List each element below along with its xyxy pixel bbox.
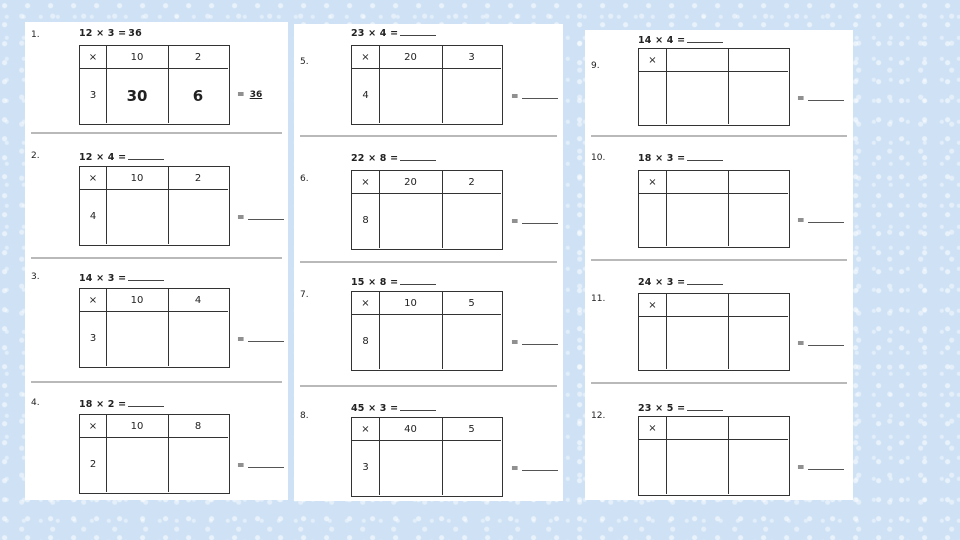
expression-text: 14 × 3 = (79, 273, 127, 284)
result-equals: = (797, 94, 805, 104)
problem-expression (638, 401, 723, 414)
problem-expression (638, 151, 723, 164)
table-header-cell: 20 (404, 176, 417, 188)
result-equals: = (237, 461, 245, 471)
table-answer-cell[interactable] (379, 314, 442, 369)
table-header-cell: 10 (130, 294, 144, 306)
result-line (511, 215, 558, 227)
result-blank[interactable] (808, 337, 844, 346)
expression-text: 23 × 4 = (351, 28, 399, 39)
grid-method-table (351, 291, 503, 371)
answer-blank[interactable] (687, 401, 723, 411)
result-blank[interactable] (522, 90, 558, 99)
table-answer-cell[interactable] (379, 68, 442, 123)
table-header-cell (666, 417, 728, 439)
problem-number: 6. (300, 174, 309, 184)
table-row-label: 8 (362, 215, 369, 226)
table-header-cell: 10 (404, 297, 417, 309)
problem-expression (79, 28, 142, 39)
answer-blank[interactable] (400, 26, 436, 36)
table-row-label: 4 (89, 211, 97, 222)
table-answer-cell[interactable] (728, 316, 788, 369)
problem-number: 8. (300, 411, 309, 421)
result-equals: = (797, 463, 805, 473)
table-answer-cell[interactable]: 6 (192, 86, 204, 105)
section-divider (300, 261, 557, 263)
expression-text: 18 × 2 = (79, 399, 127, 410)
expression-text: 23 × 5 = (638, 403, 686, 414)
table-header-cell: × (648, 54, 657, 66)
table-row-label (639, 439, 666, 494)
problem-expression (638, 275, 723, 288)
table-header-cell: 10 (130, 172, 144, 184)
table-header-cell: 5 (468, 423, 475, 435)
table-answer-cell[interactable] (442, 440, 501, 495)
table-answer-cell[interactable] (666, 193, 728, 246)
grid-method-table (79, 288, 230, 368)
table-row-label (639, 316, 666, 369)
result-equals: = (237, 335, 245, 345)
section-divider (300, 385, 557, 387)
table-header-cell: 20 (404, 51, 417, 63)
table-header-cell: × (361, 176, 370, 188)
table-answer-cell[interactable] (379, 193, 442, 248)
table-answer-cell[interactable] (168, 189, 228, 244)
result-line (797, 214, 844, 226)
table-header-cell: 8 (194, 420, 202, 432)
table-answer-cell[interactable] (442, 193, 501, 248)
table-row-label: 3 (362, 462, 369, 473)
result-line (797, 337, 844, 349)
grid-method-table (638, 416, 790, 496)
answer-blank[interactable] (400, 275, 436, 285)
problem-number: 4. (31, 398, 40, 408)
table-answer-cell[interactable] (106, 437, 168, 492)
section-divider (31, 257, 282, 259)
table-header-cell (666, 294, 728, 316)
problem-expression (351, 26, 436, 39)
answer-blank[interactable] (128, 397, 164, 407)
table-header-cell: × (88, 172, 98, 184)
problem-number: 10. (591, 153, 606, 163)
table-header-cell: × (361, 51, 370, 63)
table-header-cell: 2 (194, 172, 202, 184)
problem-expression (79, 150, 164, 163)
table-header-cell (728, 294, 788, 316)
result-line (797, 92, 844, 104)
table-header-cell: 4 (194, 294, 202, 306)
table-header-cell: × (648, 299, 657, 311)
section-divider (591, 382, 847, 384)
answer-blank[interactable] (687, 33, 723, 43)
table-answer-cell[interactable] (666, 316, 728, 369)
grid-method-table (79, 166, 230, 246)
problem-number: 12. (591, 411, 606, 421)
table-header-cell: 2 (468, 176, 475, 188)
table-header-cell (666, 49, 728, 71)
table-header-cell: 5 (468, 297, 475, 309)
answer-blank[interactable] (400, 401, 436, 411)
expression-text: 45 × 3 = (351, 403, 399, 414)
expression-answer: 36 (128, 28, 142, 39)
section-divider (31, 381, 282, 383)
problem-expression (351, 275, 436, 288)
expression-text: 15 × 8 = (351, 277, 399, 288)
grid-method-table (351, 170, 503, 250)
result-blank[interactable] (808, 461, 844, 470)
result-equals: = (511, 338, 519, 348)
table-answer-cell[interactable] (666, 439, 728, 494)
table-header-cell (728, 171, 788, 193)
answer-blank[interactable] (687, 275, 723, 285)
table-row-label (639, 71, 666, 124)
problem-number: 9. (591, 61, 600, 71)
table-header-cell: 40 (404, 423, 417, 435)
problem-number: 2. (31, 151, 40, 161)
table-header-cell: 10 (130, 51, 144, 63)
result-blank[interactable] (808, 214, 844, 223)
table-answer-cell[interactable] (168, 437, 228, 492)
result-blank[interactable] (248, 459, 284, 468)
table-answer-cell[interactable] (728, 71, 788, 124)
grid-method-table (351, 417, 503, 497)
table-header-cell: × (88, 51, 98, 63)
result-line (237, 211, 284, 223)
table-answer-cell[interactable] (379, 440, 442, 495)
table-header-cell: × (88, 294, 98, 306)
result-equals: = (511, 92, 519, 102)
result-equals: = (237, 90, 248, 100)
expression-text: 14 × 4 = (638, 35, 686, 46)
result-blank[interactable] (522, 215, 558, 224)
table-answer-cell[interactable] (728, 439, 788, 494)
result-line (237, 333, 284, 345)
table-answer-cell[interactable] (442, 314, 501, 369)
result-equals: = (237, 213, 245, 223)
expression-text: 12 × 3 = (79, 28, 127, 39)
answer-blank[interactable] (687, 151, 723, 161)
table-row-label: 8 (362, 336, 369, 347)
problem-number: 11. (591, 294, 606, 304)
table-header-cell: × (88, 420, 98, 432)
table-row-label (639, 193, 666, 246)
result-line (511, 462, 558, 474)
table-answer-cell[interactable] (106, 189, 168, 244)
table-header-cell: × (361, 423, 370, 435)
result-blank[interactable] (248, 333, 284, 342)
problem-expression (79, 271, 164, 284)
result-line (237, 459, 284, 471)
grid-method-table (638, 293, 790, 371)
problem-expression (638, 33, 723, 46)
table-header-cell (666, 171, 728, 193)
table-row-label: 3 (89, 333, 97, 344)
table-header-cell: 3 (468, 51, 475, 63)
problem-number: 5. (300, 57, 309, 67)
result-equals: = (797, 216, 805, 226)
answer-blank[interactable] (128, 150, 164, 160)
result-blank[interactable] (808, 92, 844, 101)
table-row-label: 3 (89, 90, 97, 101)
problem-number: 1. (31, 30, 40, 40)
result-equals: = (511, 464, 519, 474)
result-blank[interactable] (522, 462, 558, 471)
table-header-cell (728, 417, 788, 439)
table-answer-cell[interactable] (442, 68, 501, 123)
answer-blank[interactable] (128, 271, 164, 281)
table-answer-cell[interactable] (106, 311, 168, 366)
result-line (511, 90, 558, 102)
table-answer-cell[interactable]: 30 (126, 86, 148, 105)
result-equals: = (511, 217, 519, 227)
table-row-label: 2 (89, 459, 97, 470)
result-line (511, 336, 558, 348)
section-divider (591, 135, 847, 137)
table-header-cell (728, 49, 788, 71)
expression-text: 24 × 3 = (638, 277, 686, 288)
problem-number: 3. (31, 272, 40, 282)
table-answer-cell[interactable] (666, 71, 728, 124)
table-header-cell: × (361, 297, 370, 309)
expression-text: 22 × 8 = (351, 153, 399, 164)
result-blank[interactable] (522, 336, 558, 345)
result-equals: = (797, 339, 805, 349)
result-line (797, 461, 844, 473)
problem-number: 7. (300, 290, 309, 300)
table-header-cell: 10 (130, 420, 144, 432)
table-answer-cell[interactable] (168, 311, 228, 366)
section-divider (591, 259, 847, 261)
problem-expression (351, 401, 436, 414)
expression-text: 12 × 4 = (79, 152, 127, 163)
problem-expression (79, 397, 164, 410)
result-answer: 36 (249, 90, 263, 100)
table-answer-cell[interactable] (728, 193, 788, 246)
result-line (237, 90, 262, 100)
expression-text: 18 × 3 = (638, 153, 686, 164)
table-header-cell: 2 (194, 51, 202, 63)
table-row-label: 4 (362, 90, 369, 101)
grid-method-table (79, 45, 230, 125)
result-blank[interactable] (248, 211, 284, 220)
grid-method-table (351, 45, 503, 125)
section-divider (31, 132, 282, 134)
grid-method-table (638, 170, 790, 248)
answer-blank[interactable] (400, 151, 436, 161)
section-divider (300, 135, 557, 137)
grid-method-table (79, 414, 230, 494)
problem-expression (351, 151, 436, 164)
grid-method-table (638, 48, 790, 126)
table-header-cell: × (648, 422, 657, 434)
table-header-cell: × (648, 176, 657, 188)
